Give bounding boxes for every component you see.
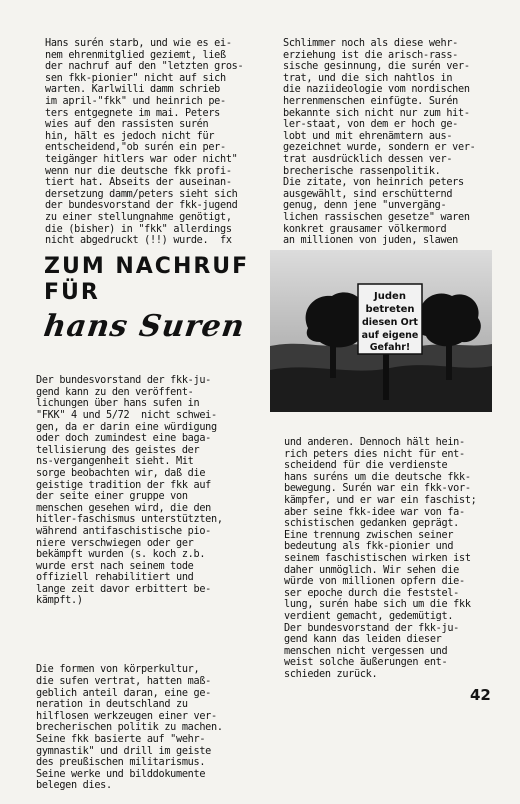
text-line: erziehung ist die arisch-rass-	[283, 49, 459, 61]
text-line: "FKK" 4 und 5/72 nicht schwei-	[36, 409, 217, 421]
text-line: rich peters dies nicht für ent-	[284, 448, 465, 460]
text-line: belegen dies.	[36, 780, 112, 792]
text-line: menschen gesehen wird, die den	[36, 502, 212, 514]
text-line: Die zitate, von heinrich peters	[283, 177, 464, 189]
text-line: geistige tradition der fkk auf	[36, 479, 212, 491]
text-line: gen, da er darin eine würdigung	[36, 421, 217, 433]
page-number: 42	[470, 686, 491, 704]
text-line: teigänger hitlers war oder nicht"	[45, 153, 238, 165]
text-line: bekannte sich nicht nur zum hit-	[283, 107, 470, 119]
text-line: verdient gemacht, gedemütigt.	[284, 610, 454, 622]
text-line: der nachruf auf den "letzten gros-	[45, 61, 244, 73]
text-line: seinem faschistischen wirken ist	[284, 552, 471, 564]
text-line: lobt und mit ehrenämtern aus-	[283, 130, 453, 142]
text-line: niere verschwiegen oder ger	[36, 537, 194, 549]
headline-line-2: FÜR	[44, 280, 100, 305]
headline-name: hans Suren	[41, 309, 248, 344]
text-line: während antifaschistische pio-	[36, 525, 212, 537]
text-line: warten. Karlwilli damm schrieb	[45, 84, 221, 96]
text-line: Schlimmer noch als diese wehr-	[283, 38, 459, 49]
text-line: gezeichnet wurde, sondern er ver-	[283, 142, 476, 154]
text-line: aber seine fkk-idee war von fa-	[284, 506, 465, 518]
text-line: Seine werke und bilddokumente	[36, 768, 206, 780]
text-line: der bundesvorstand der fkk-jugend	[45, 200, 238, 212]
text-line: herrenmenschen einfügte. Surén	[283, 95, 459, 107]
sign-text-5: Gefahr!	[369, 342, 411, 353]
text-line: genug, denn jene "unvergäng-	[283, 200, 447, 212]
text-line: ausgewählt, sind erschütternd	[283, 188, 453, 200]
text-line: sen fkk-pionier" nicht auf sich	[45, 72, 226, 84]
text-line: lichungen über hans sufen in	[36, 398, 200, 410]
sign-text-1: Juden	[374, 291, 406, 302]
text-line: die (bisher) in "fkk" allerdings	[45, 223, 232, 235]
text-line: entscheidend,"ob surén ein per-	[45, 142, 226, 154]
text-line: neration in deutschland zu	[36, 699, 188, 711]
text-line: Eine trennung zwischen seiner	[284, 529, 454, 541]
text-line: an millionen von juden, slawen	[283, 235, 459, 247]
text-line: ler-staat, von dem er hoch ge-	[283, 119, 459, 131]
text-line: nicht abgedruckt (!!) wurde. fx	[45, 235, 232, 247]
text-line: würde von millionen opfern die-	[284, 576, 465, 588]
text-line: wenn nur die deutsche fkk profi-	[45, 165, 232, 177]
article-headline	[41, 254, 264, 344]
text-line: tiert hat. Abseits der auseinan-	[45, 177, 232, 189]
text-line: gend kann zu den veröffent-	[36, 386, 194, 398]
text-line: brecherischen politik zu machen.	[36, 722, 223, 734]
text-line: menschen nicht vergessen und	[284, 645, 448, 657]
text-line: geblich anteil daran, eine ge-	[36, 687, 212, 699]
text-line: Hans surén starb, und wie es ei-	[45, 38, 232, 49]
text-line: offiziell rehabilitiert und	[36, 572, 194, 584]
text-line: nem ehrenmitglied geziemt, ließ	[45, 49, 226, 61]
sign-text-3: diesen Ort	[362, 317, 418, 328]
sign-text-2: betreten	[365, 304, 415, 315]
text-line: des preußischen militarismus.	[36, 757, 206, 769]
text-line: Der bundesvorstand der fkk-ju-	[36, 375, 212, 387]
text-line: Seine fkk basierte auf "wehr-	[36, 734, 206, 745]
intro-column-right	[283, 38, 508, 247]
text-line: trat, und die sich nahtlos in	[283, 72, 453, 84]
text-line: und anderen. Dennoch hält hein-	[284, 437, 465, 448]
text-line: ns-vergangenheit sieht. Mit	[36, 456, 194, 468]
text-line: wurde erst nach seinem tode	[36, 560, 194, 572]
text-line: schieden zurück.	[284, 668, 378, 680]
text-line: gend kann das leiden dieser	[284, 634, 442, 646]
text-line: bekämpft wurden (s. koch z.b.	[36, 549, 206, 561]
text-line: sische gesinnung, die surén ver-	[283, 61, 470, 73]
text-line: kämpfer, und er war ein faschist;	[284, 494, 477, 506]
text-line: sorge beobachten wir, daß die	[36, 467, 206, 479]
text-line: die sufen vertrat, hatten maß-	[36, 676, 212, 688]
text-line: schistischen gedanken geprägt.	[284, 518, 460, 530]
text-line: lange zeit davor erbittert be-	[36, 583, 212, 595]
body-paragraph-1	[36, 375, 264, 607]
text-line: Der bundesvorstand der fkk-ju-	[284, 622, 460, 634]
text-line: bedeutung als fkk-pionier und	[284, 541, 454, 553]
text-line: konkret grausamer völkermord	[283, 223, 447, 235]
photo-illustration	[270, 250, 492, 412]
text-line: hin, hält es jedoch nicht für	[45, 130, 215, 142]
text-line: trat ausdrücklich dessen ver-	[283, 153, 453, 165]
text-line: weist solche äußerungen ent-	[284, 657, 448, 669]
text-line: ters entgegnete im mai. Peters	[45, 107, 221, 119]
text-line: kämpft.)	[36, 595, 83, 607]
text-line: lung, surén habe sich um die fkk	[284, 599, 471, 611]
text-line: der seite einer gruppe von	[36, 491, 188, 503]
text-line: daher unmöglich. Wir sehen die	[284, 564, 460, 576]
text-line: tellisierung des geistes der	[36, 444, 200, 456]
text-line: dersetzung damm/peters sieht sich	[45, 188, 238, 200]
text-line: Die formen von körperkultur,	[36, 664, 200, 676]
text-line: lichen rassischen gesetze" waren	[283, 211, 470, 223]
text-line: bewegung. Surén war ein fkk-vor-	[284, 483, 471, 495]
text-line: zu einer stellungnahme genötigt,	[45, 211, 232, 223]
text-line: hans suréns um die deutsche fkk-	[284, 471, 471, 483]
text-line: im april-"fkk" und heinrich pe-	[45, 95, 226, 107]
text-line: brecherische rassenpolitik.	[283, 165, 441, 177]
paragraph-gap	[36, 630, 264, 641]
headline-line-1: ZUM NACHRUF	[44, 254, 250, 279]
text-line: die naziideologie vom nordischen	[283, 84, 470, 96]
text-line: oder doch zumindest eine baga-	[36, 433, 212, 445]
intro-column-left	[45, 38, 270, 247]
sign-photo	[270, 250, 492, 412]
text-line: hitler-faschismus unterstützten,	[36, 514, 223, 526]
text-line: scheidend für die verdienste	[284, 460, 448, 472]
sign-text-4: auf eigene	[361, 330, 419, 341]
text-line: hilflosen werkzeugen einer ver-	[36, 710, 217, 722]
text-line: ser epoche durch die feststel-	[284, 587, 460, 599]
text-line: wies auf den rassisten surén	[45, 119, 209, 131]
text-line: gymnastik" und drill im geiste	[36, 745, 212, 757]
body-column-right	[284, 437, 509, 680]
body-column-left	[36, 352, 264, 804]
body-paragraph-2	[36, 664, 264, 792]
